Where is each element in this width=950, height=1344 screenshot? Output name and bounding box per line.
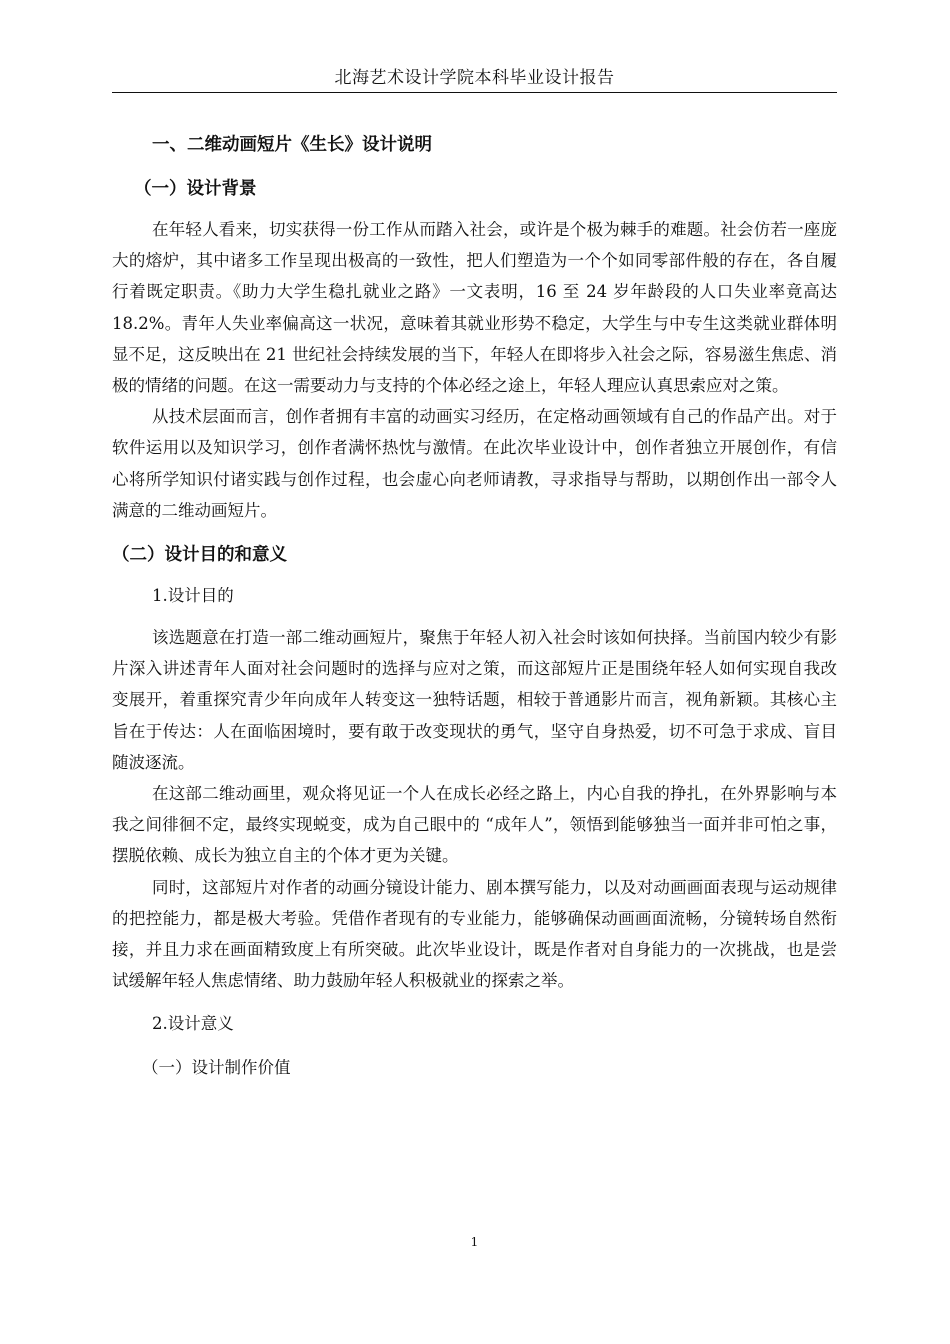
numbered-heading-purpose: 1.设计目的 (152, 586, 234, 606)
paragraph: 从技术层面而言，创作者拥有丰富的动画实习经历，在定格动画领域有自己的作品产出。对于软件运用以及知识学习，创作者满怀热忱与激情。在此次毕业设计中，创作者独立开展创作，有信心将所学知识付诸实践与创作过程，也会虚心向老师请教，寻求指导与帮助，以期创作出一部令人满意的二维动画短片。 (112, 407, 837, 520)
document-body (112, 128, 837, 1084)
paragraph: 在这部二维动画里，观众将见证一个人在成长必经之路上，内心自我的挣扎，在外界影响与本我之间徘徊不定，最终实现蜕变，成为自己眼中的 “成年人”，领悟到能够独当一面并非可怕之事，摆脱依赖、成长为独立自主的个体才更为关键。 (112, 784, 837, 866)
numbered-heading-significance: 2.设计意义 (152, 1014, 234, 1034)
header-divider (112, 92, 837, 93)
paragraph: 同时，这部短片对作者的动画分镜设计能力、剧本撰写能力，以及对动画画面表现与运动规律的把控能力，都是极大考验。凭借作者现有的专业能力，能够确保动画画面流畅，分镜转场自然衔接，并且力求在画面精致度上有所突破。此次毕业设计，既是作者对自身能力的一次挑战，也是尝试缓解年轻人焦虑情绪、助力鼓励年轻人积极就业的探索之举。 (112, 877, 837, 991)
subsection-heading-purpose-significance: （二）设计目的和意义 (112, 545, 287, 566)
paragraph: 在年轻人看来，切实获得一份工作从而踏入社会，或许是个极为棘手的难题。社会仿若一座庞大的熔炉，其中诸多工作呈现出极高的一致性，把人们塑造为一个个如同零部件般的存在，各自履行着既定职责。《助力大学生稳扎就业之路》一文表明，16 至 24 岁年龄段的人口失业率竟高达 18.2%。青年人失业率偏高这一状况，意味着其就业形势不稳定，大学生与中专生这类就业群体明显不足，这反映出在 21 世纪社会持续发展的当下，年轻人在即将步入社会之际，容易滋生焦虑、消极的情绪的问题。在这一需要动力与支持的个体必经之途上，年轻人理应认真思索应对之策。 (112, 220, 837, 396)
section-heading: 一、二维动画短片《生长》设计说明 (152, 135, 432, 155)
subsection-heading-background: （一）设计背景 (134, 179, 257, 199)
paragraph: 该选题意在打造一部二维动画短片，聚焦于年轻人初入社会时该如何抉择。当前国内较少有影片深入讲述青年人面对社会问题时的选择与应对之策，而这部短片正是围绕年轻人如何实现自我改变展开，着重探究青少年向成年人转变这一独特话题，相较于普通影片而言，视角新颖。其核心主旨在于传达：人在面临困境时，要有敢于改变现状的勇气，坚守自身热爱，切不可急于求成、盲目随波逐流。 (112, 628, 837, 772)
page-number: 1 (470, 1235, 479, 1249)
page-header-title: 北海艺术设计学院本科毕业设计报告 (334, 68, 615, 88)
sub-heading-production-value: （一）设计制作价值 (142, 1058, 291, 1078)
